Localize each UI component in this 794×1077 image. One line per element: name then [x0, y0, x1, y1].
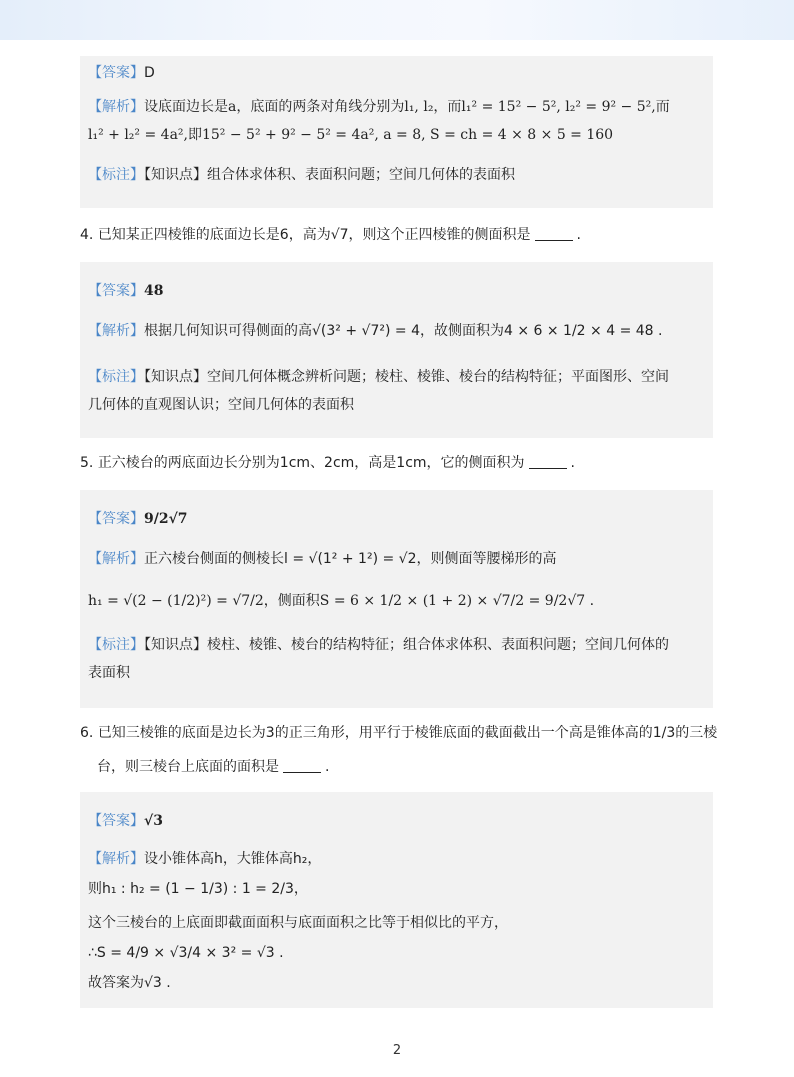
q6-analysis-line2: 则h₁ : h₂ = (1 − 1/3) : 1 = 2/3，	[88, 881, 308, 897]
q4-blank	[535, 226, 573, 241]
q6-analysis-line5: 故答案为√3 .	[88, 975, 171, 991]
q5-note-line1: 【标注】【知识点】棱柱、棱锥、棱台的结构特征；组合体求体积、表面积问题；空间几何体的	[88, 637, 669, 653]
q5-question: 5. 正六棱台的两底面边长分别为1cm、2cm，高是1cm，它的侧面积为 .	[80, 455, 575, 471]
q4-answer: 48	[144, 283, 164, 299]
analysis-tag: 【解析】	[88, 99, 144, 115]
q3-answer: D	[144, 65, 155, 81]
q4-question: 4. 已知某正四棱锥的底面边长是6，高为√7，则这个正四棱锥的侧面积是 .	[80, 227, 581, 243]
q5-answer-box	[80, 490, 713, 708]
page-number: 2	[392, 1043, 402, 1058]
q6-answer-row: 【答案】√3	[88, 813, 163, 829]
q6-blank	[283, 758, 321, 773]
q6-question-line1	[80, 722, 717, 744]
q6-answer: √3	[144, 813, 163, 829]
q6-answer-box	[80, 792, 713, 1008]
q4-note-line1: 【标注】【知识点】空间几何体概念辨析问题；棱柱、棱锥、棱台的结构特征；平面图形、空间	[88, 369, 669, 385]
q6-analysis-line3: 这个三棱台的上底面即截面面积与底面面积之比等于相似比的平方，	[88, 915, 508, 931]
q3-analysis-line1: 【解析】设底面边长是a，底面的两条对角线分别为l₁, l₂，而l₁² = 15² − 5², l₂² = 9² − 5²,而	[88, 99, 670, 115]
q3-note: 【知识点】组合体求体积、表面积问题；空间几何体的表面积	[144, 167, 515, 183]
q6-question-line2: 台，则三棱台上底面的面积是 .	[97, 759, 330, 775]
q4-answer-box	[80, 262, 713, 438]
q3-answer-row	[88, 62, 155, 84]
q3-answer-box	[80, 56, 713, 208]
q4-analysis: 根据几何知识可得侧面的高√(3² + √7²) = 4，故侧面积为4 × 6 × 1/2 × 4 = 48 .	[144, 323, 663, 339]
note-tag: 【标注】	[88, 167, 144, 183]
q5-answer-row: 【答案】9/2√7	[88, 511, 188, 527]
q4-note-line2: 几何体的直观图认识；空间几何体的表面积	[88, 397, 354, 413]
q5-analysis-line2: h₁ = √(2 − (1/2)²) = √7/2，侧面积S = 6 × 1/2 × (1 + 2) × √7/2 = 9/2√7 .	[88, 593, 595, 609]
q4-text: 已知某正四棱锥的底面边长是6，高为√7，则这个正四棱锥的侧面积是	[97, 227, 531, 243]
q5-number: 5.	[80, 455, 94, 471]
q5-analysis-line1: 【解析】正六棱台侧面的侧棱长l = √(1² + 1²) = √2，则侧面等腰梯形的高	[88, 551, 557, 567]
answer-tag: 【答案】	[88, 65, 144, 81]
q5-blank	[529, 454, 567, 469]
header-band	[0, 0, 794, 40]
q4-answer-row: 【答案】48	[88, 283, 164, 299]
q6-number: 6.	[80, 725, 94, 741]
q3-analysis-line2: l₁² + l₂² = 4a²,即15² − 5² + 9² − 5² = 4a², a = 8, S = ch = 4 × 8 × 5 = 160	[88, 127, 614, 143]
q5-note-line2: 表面积	[88, 665, 130, 681]
q5-answer: 9/2√7	[144, 511, 188, 527]
q6-analysis-line1: 【解析】设小锥体高h，大锥体高h₂，	[88, 851, 322, 867]
q5-text: 正六棱台的两底面边长分别为1cm、2cm，高是1cm，它的侧面积为	[97, 455, 525, 471]
q3-note-row	[88, 164, 515, 186]
q4-number: 4.	[80, 227, 94, 243]
q4-analysis-row: 【解析】根据几何知识可得侧面的高√(3² + √7²) = 4，故侧面积为4 × 6 × 1/2 × 4 = 48 .	[88, 323, 663, 339]
q6-text: 已知三棱锥的底面是边长为3的正三角形，用平行于棱锥底面的截面截出一个高是锥体高的1/3的三棱	[97, 725, 718, 741]
q6-analysis-line4: ∴S = 4/9 × √3/4 × 3² = √3 .	[88, 945, 284, 961]
